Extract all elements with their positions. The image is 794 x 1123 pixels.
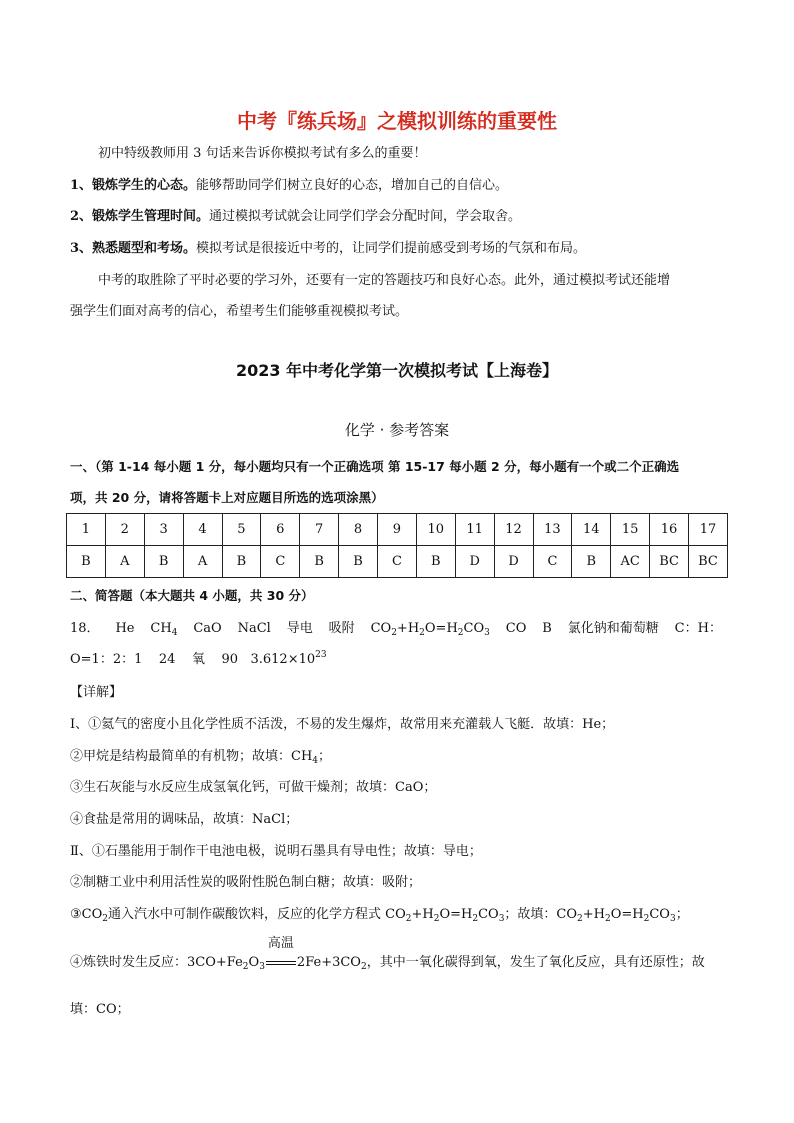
answer-cell: C: [261, 546, 300, 578]
detail-label: 【详解】: [70, 685, 123, 700]
promo-point-2: [70, 208, 724, 226]
detail-line-1: Ⅰ、①氦气的密度小且化学性质不活泼，不易的发生爆炸，故常用来充灌载人飞艇．故填：He；: [70, 717, 615, 732]
question-number-cell: 9: [378, 514, 417, 546]
point-heading: 1、锻炼学生的心态。: [70, 178, 197, 193]
promo-intro: 初中特级教师用 3 句话来告诉你模拟考试有多么的重要！: [98, 146, 427, 161]
question-number-cell: 1: [67, 514, 106, 546]
detail-line-6: ②制糖工业中利用活性炭的吸附性脱色制白糖；故填：吸附；: [70, 875, 422, 890]
q18-number: 18．: [70, 621, 100, 636]
q18-answer-line-1: [70, 620, 722, 638]
reaction-condition: 高温: [266, 954, 296, 972]
point-text: 能够帮助同学们树立良好的心态，增加自己的自信心。: [196, 178, 509, 193]
question-number-cell: 8: [339, 514, 378, 546]
answer-cell: B: [222, 546, 261, 578]
answer-cell: AC: [611, 546, 650, 578]
question-number-row: [67, 514, 728, 546]
question-number-cell: 13: [533, 514, 572, 546]
answer-item: B: [542, 621, 552, 636]
answer-cell: A: [105, 546, 144, 578]
answer-item: 吸附: [328, 621, 355, 636]
answer-cell: C: [533, 546, 572, 578]
detail-line-9: 填：CO；: [70, 1002, 130, 1017]
question-number-cell: 11: [455, 514, 494, 546]
answer-cell: A: [183, 546, 222, 578]
detail-line-8: ④炼铁时发生反应：$3CO+Fe_2O_3$ 高温 $2Fe+3CO_2$，其中一氧化碳得到氧，发生了氧化反应，具有还原性；故: [70, 936, 705, 972]
answer-cell: B: [67, 546, 106, 578]
question-number-cell: 3: [144, 514, 183, 546]
detail-line-4: ④食盐是常用的调味品，故填：NaCl；: [70, 812, 299, 827]
question-number-cell: 2: [105, 514, 144, 546]
answer-item: $CH_4$: [150, 621, 178, 638]
question-number-cell: 6: [261, 514, 300, 546]
q18-answer-line-2: O=1：2：1 24 氧 90 $3.612\times 10^{23}$: [70, 650, 327, 667]
answer-cell: B: [339, 546, 378, 578]
point-heading: 3、熟悉题型和考场。: [70, 241, 197, 256]
point-text: 模拟考试是很接近中考的，让同学们提前感受到考场的气氛和布局。: [196, 241, 587, 256]
answer-item: 氯化钠和葡萄糖: [567, 621, 659, 636]
section2-heading: 二、简答题（本大题共 4 小题，共 30 分）: [70, 588, 314, 603]
question-number-cell: 12: [494, 514, 533, 546]
answer-item: NaCl: [237, 621, 271, 636]
question-number-cell: 10: [416, 514, 455, 546]
answer-item: CO: [505, 621, 527, 636]
promo-point-1: [70, 177, 724, 195]
point-heading: 2、锻炼学生管理时间。: [70, 209, 210, 224]
question-number-cell: 7: [300, 514, 339, 546]
detail-line-7: $③CO_2$通入汽水中可制作碳酸饮料，反应的化学方程式 $CO_2+H_2O=H_2CO_3$；故填：$CO_2+H_2O=H_2CO_3$；: [70, 907, 689, 924]
answer-cell: BC: [650, 546, 689, 578]
answer-item: He: [115, 621, 135, 636]
point-text: 通过模拟考试就会让同学们学会分配时间，学会取舍。: [209, 209, 522, 224]
promo-title: 中考『练兵场』之模拟训练的重要性: [237, 109, 557, 133]
exam-subtitle: 化学 · 参考答案: [344, 421, 450, 439]
detail-line-5: Ⅱ、①石墨能用于制作干电池电极，说明石墨具有导电性；故填：导电；: [70, 844, 482, 859]
answer-item: CaO: [193, 621, 222, 636]
promo-closing-2: 强学生们面对高考的信心，希望考生们能够重视模拟考试。: [70, 304, 409, 319]
answer-item: $CO_2+H_2O=H_2CO_3$: [370, 621, 490, 638]
answer-table: [66, 513, 728, 578]
answer-cell: C: [378, 546, 417, 578]
question-number-cell: 14: [572, 514, 611, 546]
question-number-cell: 16: [650, 514, 689, 546]
section1-instructions-1: 一、（第 1-14 每小题 1 分，每小题均只有一个正确选项 第 15-17 每小题 2 分，每小题有一个或二个正确选: [70, 459, 680, 474]
question-number-cell: 15: [611, 514, 650, 546]
answer-item: C：H：: [674, 621, 722, 636]
answer-cell: B: [572, 546, 611, 578]
exam-title: 2023 年中考化学第一次模拟考试【上海卷】: [235, 361, 559, 380]
answer-cell: BC: [689, 546, 728, 578]
promo-closing-1: 中考的取胜除了平时必要的学习外，还要有一定的答题技巧和良好心态。此外，通过模拟考试还能增: [98, 273, 671, 288]
detail-line-3: ③生石灰能与水反应生成氢氧化钙，可做干燥剂；故填：CaO；: [70, 780, 437, 795]
answer-cell: B: [300, 546, 339, 578]
answer-cell: D: [455, 546, 494, 578]
question-number-cell: 4: [183, 514, 222, 546]
answer-item: 导电: [286, 621, 313, 636]
detail-line-2: ②甲烷是结构最简单的有机物；故填：$CH_4$；: [70, 749, 332, 766]
question-number-cell: 17: [689, 514, 728, 546]
answer-cell: D: [494, 546, 533, 578]
answer-cell: B: [144, 546, 183, 578]
promo-point-3: [70, 240, 724, 258]
section1-instructions-2: 项，共 20 分，请将答题卡上对应题目所选的选项涂黑）: [70, 490, 384, 505]
answer-row: [67, 546, 728, 578]
answer-cell: B: [416, 546, 455, 578]
question-number-cell: 5: [222, 514, 261, 546]
